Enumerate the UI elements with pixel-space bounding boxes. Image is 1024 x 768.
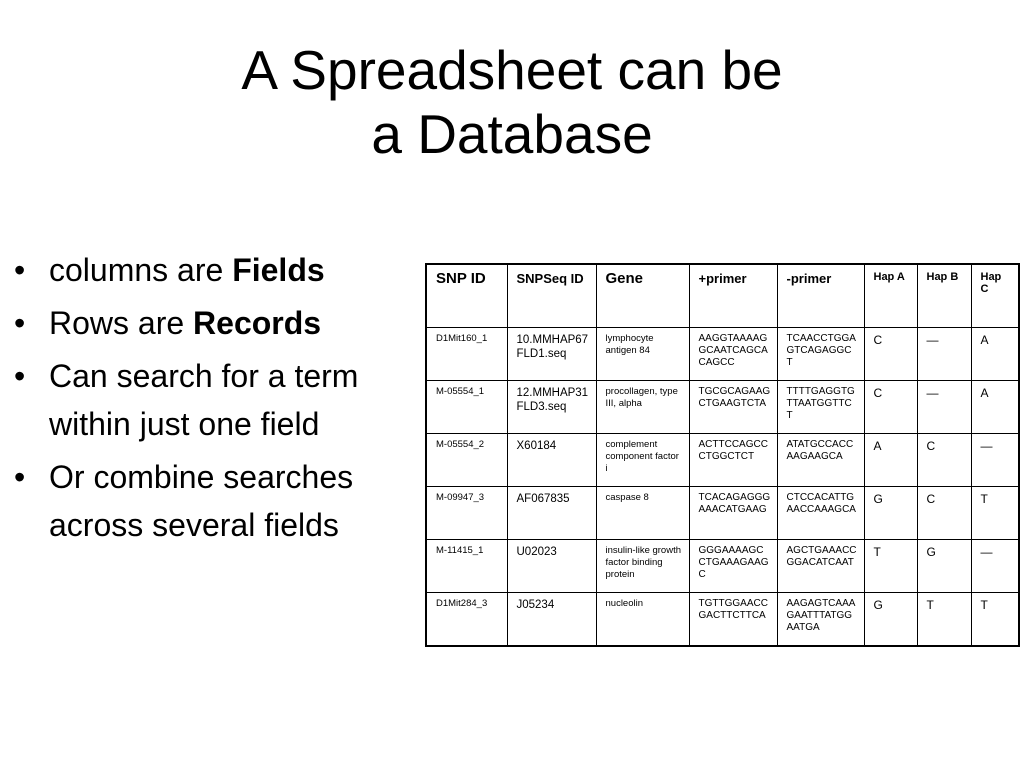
- cell-hap-a: G: [864, 593, 917, 647]
- bullet-text: columns are: [49, 252, 233, 288]
- table-row: [426, 328, 1019, 381]
- cell-hap-c: T: [971, 593, 1019, 647]
- cell-snpseq-id: AF067835: [507, 487, 596, 540]
- cell-gene: lymphocyte antigen 84: [596, 328, 689, 381]
- cell-gene: complement component factor i: [596, 434, 689, 487]
- cell-hap-c: —: [971, 434, 1019, 487]
- cell-snpseq-id: U02023: [507, 540, 596, 593]
- cell-minus-primer: TTTTGAGGTGTTAATGGTTCT: [777, 381, 864, 434]
- cell-hap-b: C: [917, 434, 971, 487]
- bullet-dot: •: [14, 252, 26, 288]
- table-header-row: [426, 264, 1019, 328]
- cell-snp-id: M-09947_3: [426, 487, 507, 540]
- bullet-item: [14, 246, 414, 294]
- cell-snp-id: D1Mit284_3: [426, 593, 507, 647]
- cell-hap-c: —: [971, 540, 1019, 593]
- cell-plus-primer: ACTTCCAGCCCTGGCTCT: [689, 434, 777, 487]
- cell-gene: procollagen, type III, alpha: [596, 381, 689, 434]
- column-header-minus-primer: -primer: [777, 264, 864, 328]
- cell-hap-a: C: [864, 381, 917, 434]
- cell-plus-primer: GGGAAAAGCCTGAAAGAAGC: [689, 540, 777, 593]
- bullet-dot: •: [14, 305, 26, 341]
- cell-snpseq-id: 12.MMHAP31FLD3.seq: [507, 381, 596, 434]
- column-header-snp-id: SNP ID: [426, 264, 507, 328]
- cell-hap-a: T: [864, 540, 917, 593]
- snp-database-table: [425, 263, 1020, 647]
- table-header: [426, 264, 1019, 328]
- table-row: [426, 434, 1019, 487]
- cell-minus-primer: AAGAGTCAAAGAATTTATGGAATGA: [777, 593, 864, 647]
- column-header-snpseq-id: SNPSeq ID: [507, 264, 596, 328]
- column-header-plus-primer: +primer: [689, 264, 777, 328]
- column-header-hap-a: Hap A: [864, 264, 917, 328]
- cell-snp-id: M-05554_2: [426, 434, 507, 487]
- cell-plus-primer: TGCGCAGAAGCTGAAGTCTA: [689, 381, 777, 434]
- bullet-text: Or combine searches across several fields: [49, 459, 354, 543]
- bullet-bold-term: Fields: [232, 252, 325, 288]
- cell-hap-b: G: [917, 540, 971, 593]
- cell-hap-b: C: [917, 487, 971, 540]
- cell-snp-id: M-11415_1: [426, 540, 507, 593]
- cell-gene: insulin-like growth factor binding protein: [596, 540, 689, 593]
- bullet-dot: •: [14, 459, 26, 495]
- bullet-text: Rows are: [49, 305, 194, 341]
- cell-hap-a: G: [864, 487, 917, 540]
- cell-gene: nucleolin: [596, 593, 689, 647]
- table-row: [426, 381, 1019, 434]
- cell-plus-primer: TGTTGGAACCGACTTCTTCA: [689, 593, 777, 647]
- cell-snp-id: D1Mit160_1: [426, 328, 507, 381]
- bullet-item: [14, 299, 414, 347]
- cell-snpseq-id: 10.MMHAP67FLD1.seq: [507, 328, 596, 381]
- cell-hap-a: C: [864, 328, 917, 381]
- cell-snpseq-id: J05234: [507, 593, 596, 647]
- slide-title-line-1: A Spreadsheet can be: [241, 39, 783, 101]
- cell-minus-primer: ATATGCCACCAAGAAGCA: [777, 434, 864, 487]
- table-row: [426, 540, 1019, 593]
- bullet-item: [14, 453, 414, 549]
- cell-hap-b: T: [917, 593, 971, 647]
- cell-plus-primer: AAGGTAAAAGGCAATCAGCACAGCC: [689, 328, 777, 381]
- cell-hap-b: —: [917, 328, 971, 381]
- cell-minus-primer: AGCTGAAACCGGACATCAAT: [777, 540, 864, 593]
- column-header-gene: Gene: [596, 264, 689, 328]
- column-header-hap-c: Hap C: [971, 264, 1019, 328]
- cell-hap-a: A: [864, 434, 917, 487]
- bullet-dot: •: [14, 358, 26, 394]
- slide-title: [0, 38, 1024, 166]
- cell-snpseq-id: X60184: [507, 434, 596, 487]
- cell-hap-c: A: [971, 381, 1019, 434]
- bullet-text: Can search for a term within just one field: [49, 358, 359, 442]
- cell-hap-b: —: [917, 381, 971, 434]
- cell-plus-primer: TCACAGAGGGAAACATGAAG: [689, 487, 777, 540]
- bullet-item: [14, 352, 414, 448]
- cell-minus-primer: CTCCACATTGAACCAAAGCA: [777, 487, 864, 540]
- column-header-hap-b: Hap B: [917, 264, 971, 328]
- table-row: [426, 487, 1019, 540]
- bullet-bold-term: Records: [193, 305, 322, 341]
- cell-hap-c: T: [971, 487, 1019, 540]
- slide-title-line-2: a Database: [371, 103, 653, 165]
- bullet-list: [14, 246, 414, 554]
- table-row: [426, 593, 1019, 647]
- cell-gene: caspase 8: [596, 487, 689, 540]
- cell-hap-c: A: [971, 328, 1019, 381]
- cell-snp-id: M-05554_1: [426, 381, 507, 434]
- cell-minus-primer: TCAACCTGGAGTCAGAGGCT: [777, 328, 864, 381]
